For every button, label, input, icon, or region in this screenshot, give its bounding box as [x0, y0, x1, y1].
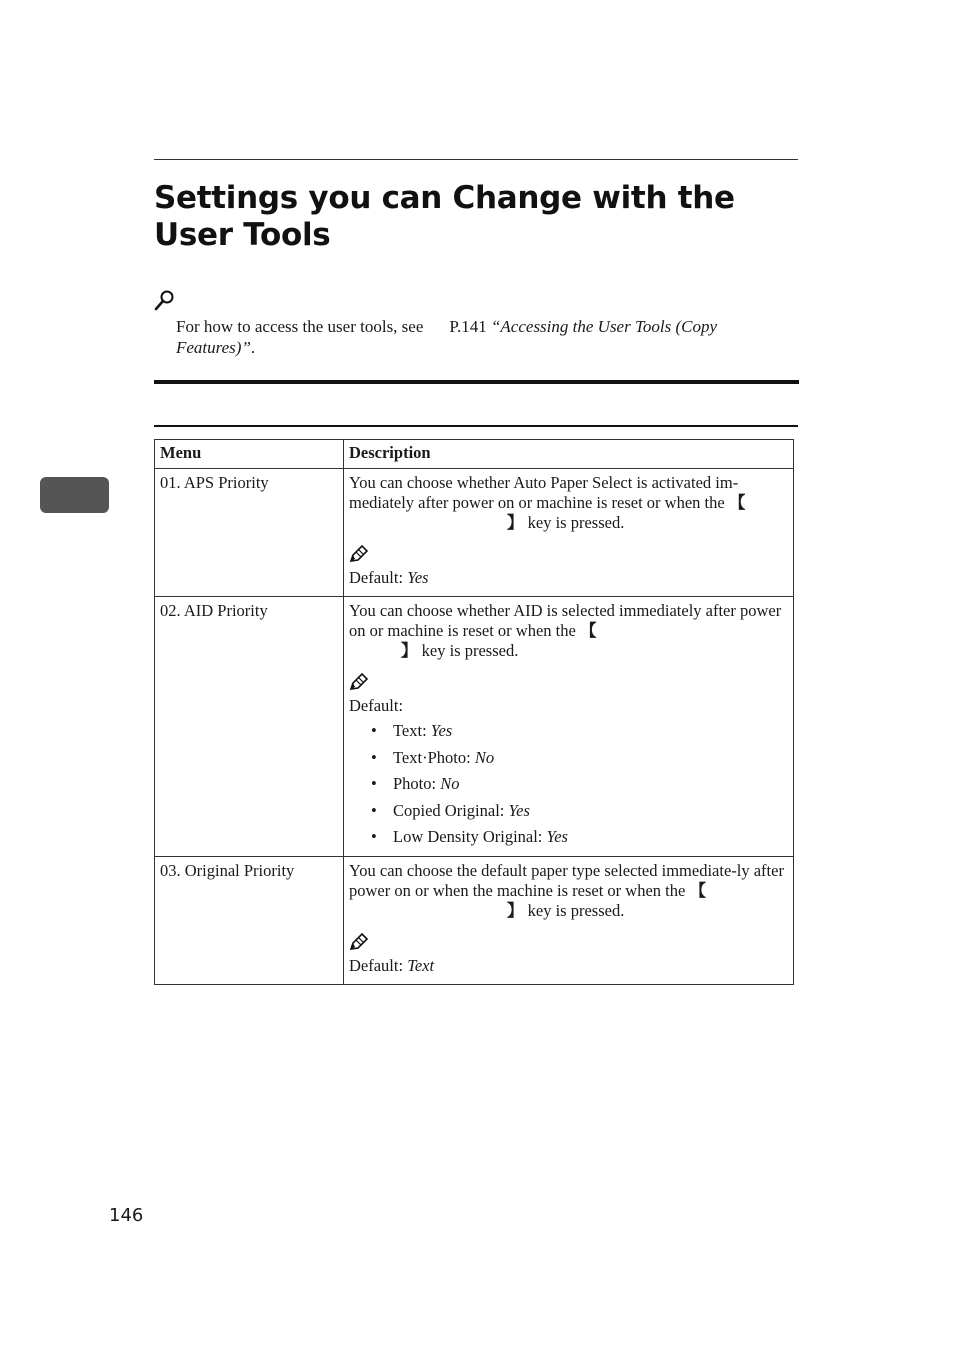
defaults-list	[371, 721, 788, 847]
table-row	[155, 469, 794, 597]
reference-note: For how to access the user tools, see P.141 “Accessing the User Tools (Copy Features)”.	[176, 317, 717, 357]
key-bracket-open: 【	[728, 493, 746, 512]
description-cell: You can choose the default paper type selected immediate-ly after power on or when the machine is reset or when the 【】 key is pressed. Default: Text	[344, 857, 794, 985]
default-value: Text	[407, 956, 435, 975]
list-item: • Text: Yes	[371, 721, 788, 741]
key-bracket-open: 【	[689, 881, 706, 900]
pencil-note-icon	[349, 673, 369, 691]
menu-cell: 01. APS Priority	[155, 469, 344, 597]
section-rule-thick	[154, 380, 799, 384]
list-item: • Text·Photo: No	[371, 748, 788, 768]
default-value: Yes	[407, 568, 429, 587]
menu-cell: 03. Original Priority	[155, 857, 344, 985]
description-cell: You can choose whether AID is selected immediately after power on or machine is reset or when the 【 】 key is pressed. Default: • Text: Yes • Text·Photo: No • Photo: No • Copied Original: Yes • Low Density Original: Yes	[344, 597, 794, 857]
page-number: 146	[109, 1205, 144, 1226]
reference-text: For how to access the user tools, see	[176, 317, 424, 336]
settings-table	[154, 439, 794, 985]
description-cell: You can choose whether Auto Paper Select is activated im-mediately after power on or machine is reset or when the 【】 key is pressed. Default: Yes	[344, 469, 794, 597]
section-rule	[154, 425, 798, 427]
key-bracket-open: 【	[579, 621, 597, 640]
pencil-note-icon	[349, 933, 369, 951]
table-row	[155, 597, 794, 857]
header-description: Description	[344, 440, 794, 469]
table-row	[155, 857, 794, 985]
chapter-tab	[40, 477, 109, 513]
menu-cell: 02. AID Priority	[155, 597, 344, 857]
pencil-note-icon	[349, 545, 369, 563]
reference-page: P.141	[449, 317, 487, 336]
reference-link[interactable]: “Accessing the User Tools (Copy Features)”	[176, 317, 717, 357]
key-bracket-close: 】	[507, 901, 524, 920]
list-item: • Copied Original: Yes	[371, 801, 788, 821]
magnifier-icon	[154, 289, 176, 311]
header-menu: Menu	[155, 440, 344, 469]
key-bracket-close: 】	[507, 513, 524, 532]
top-rule	[154, 159, 798, 160]
key-bracket-close: 】	[401, 641, 418, 660]
table-header-row	[155, 440, 794, 469]
list-item: • Photo: No	[371, 774, 788, 794]
page-title: Settings you can Change with the User Tools	[154, 180, 735, 253]
list-item: • Low Density Original: Yes	[371, 827, 788, 847]
